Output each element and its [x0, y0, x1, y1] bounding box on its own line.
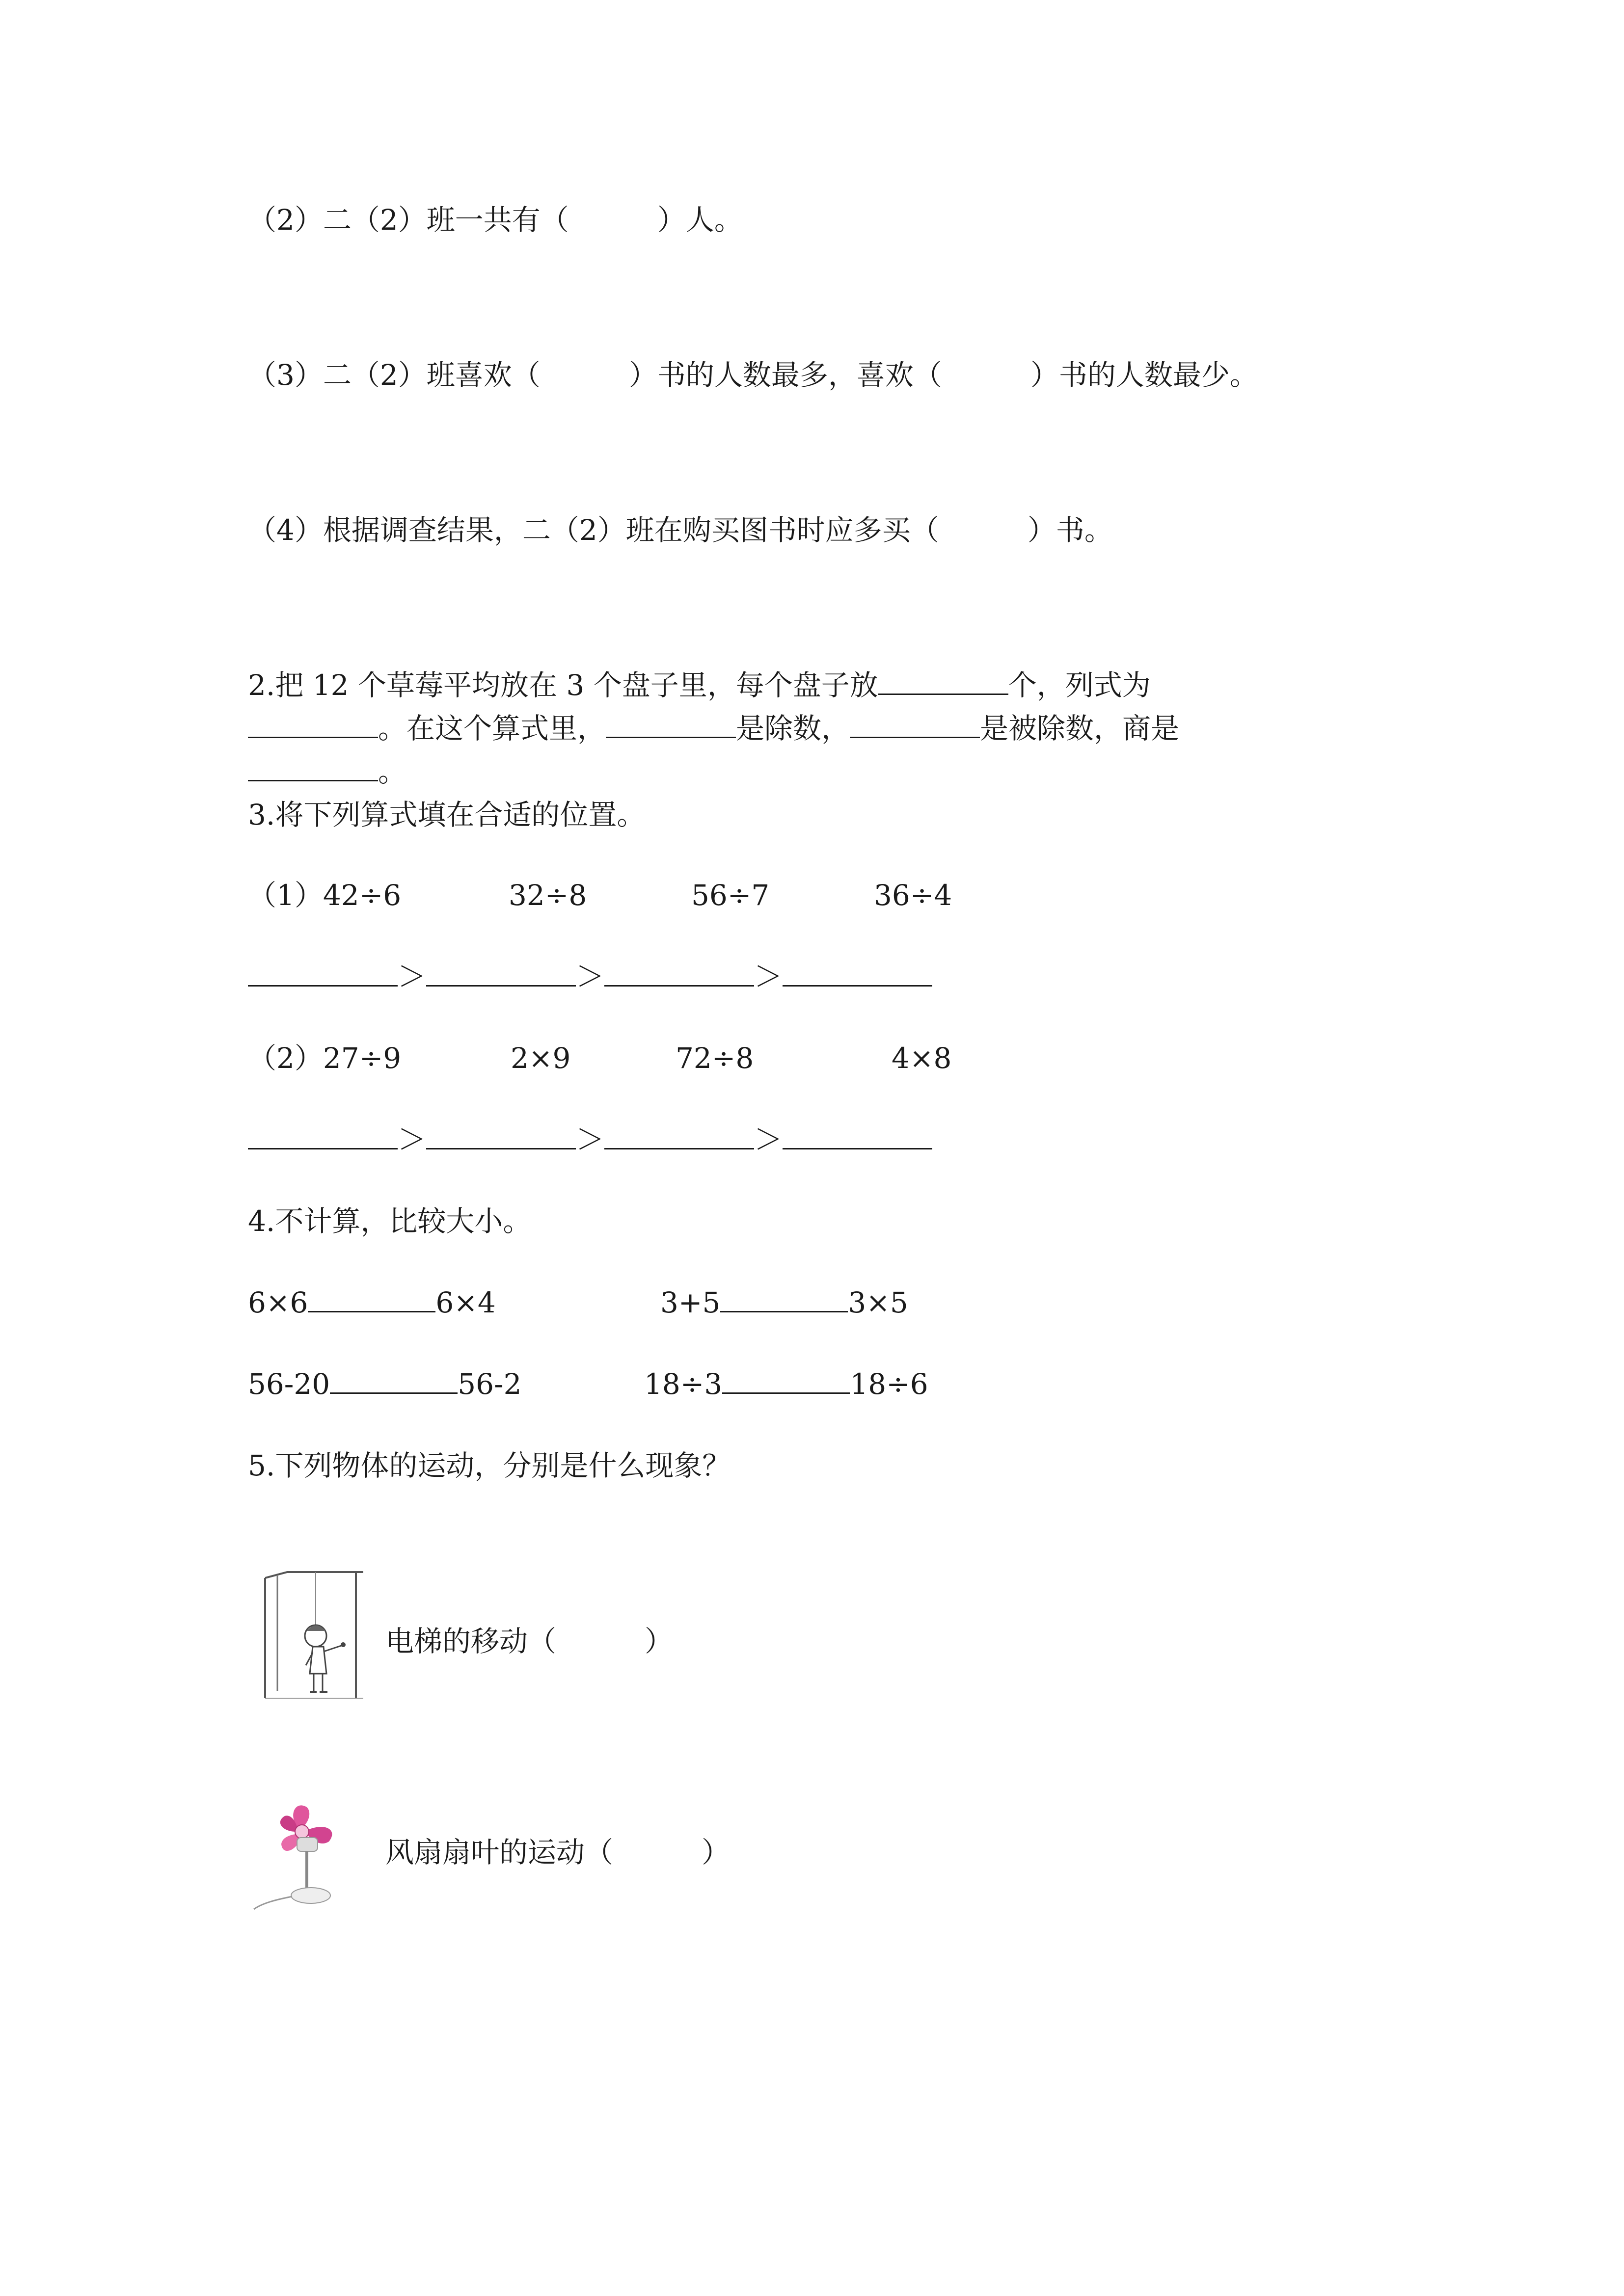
fill-blank[interactable] [606, 707, 736, 738]
fill-blank[interactable] [850, 707, 980, 738]
q2-line1: 2.把 12 个草莓平均放在 3 个盘子里，每个盘子放 个，列式为 [248, 664, 1151, 707]
q3-g2-expr-1: （2）27÷9 [248, 1041, 402, 1075]
q4-r2-compare-b: 18÷3 18÷6 [644, 1362, 928, 1406]
fill-blank[interactable] [308, 1281, 435, 1312]
fill-blank[interactable] [248, 1119, 398, 1149]
q3-g1-expr-2: 32÷8 [509, 879, 587, 912]
q3-g2-expr-4: 4×8 [892, 1041, 952, 1075]
q2-line2: 。在这个算式里， 是除数， 是被除数，商是 [248, 707, 1179, 750]
fill-blank[interactable] [878, 664, 1008, 695]
q3-g1-expr-1: （1）42÷6 [248, 879, 402, 912]
q3-g2-expr-2: 2×9 [511, 1041, 571, 1075]
q5-elevator-question: 电梯的移动（ ） [385, 1625, 674, 1658]
fill-blank[interactable] [604, 1119, 754, 1149]
q3-g2-order-row: ＞ ＞ ＞ [248, 1118, 932, 1161]
fan-image [248, 1783, 373, 1920]
q1-part4: （4）根据调查结果，二（2）班在购买图书时应多买（ ）书。 [248, 513, 1113, 547]
q1-part3: （3）二（2）班喜欢（ ）书的人数最多，喜欢（ ）书的人数最少。 [248, 358, 1258, 392]
fill-blank[interactable] [248, 707, 378, 738]
q3-g2-expr-3: 72÷8 [676, 1041, 754, 1075]
elevator-image [258, 1568, 368, 1706]
q3-g1-expr-3: 56÷7 [691, 879, 770, 912]
fill-blank[interactable] [720, 1281, 848, 1312]
q3-title: 3.将下列算式填在合适的位置。 [248, 798, 646, 831]
q5-fan-question: 风扇扇叶的运动（ ） [385, 1836, 731, 1869]
fill-blank[interactable] [783, 1119, 932, 1149]
q3-g1-expr-4: 36÷4 [874, 879, 952, 912]
fill-blank[interactable] [426, 956, 576, 987]
q4-r1-compare-a: 6×6 6×4 [248, 1281, 496, 1324]
q4-r1-compare-b: 3+5 3×5 [660, 1281, 908, 1324]
q1-part2: （2）二（2）班一共有（ ）人。 [248, 203, 743, 237]
fill-blank[interactable] [783, 956, 932, 987]
fill-blank[interactable] [604, 956, 754, 987]
q2-line3: 。 [248, 750, 406, 793]
fill-blank[interactable] [248, 956, 398, 987]
fill-blank[interactable] [722, 1363, 850, 1394]
q3-g1-order-row: ＞ ＞ ＞ [248, 955, 932, 998]
q5-title: 5.下列物体的运动，分别是什么现象？ [248, 1449, 731, 1482]
q4-title: 4.不计算，比较大小。 [248, 1204, 532, 1238]
fill-blank[interactable] [426, 1119, 576, 1149]
fill-blank[interactable] [330, 1363, 458, 1394]
q4-r2-compare-a: 56-20 56-2 [248, 1362, 522, 1406]
fill-blank[interactable] [248, 750, 378, 781]
